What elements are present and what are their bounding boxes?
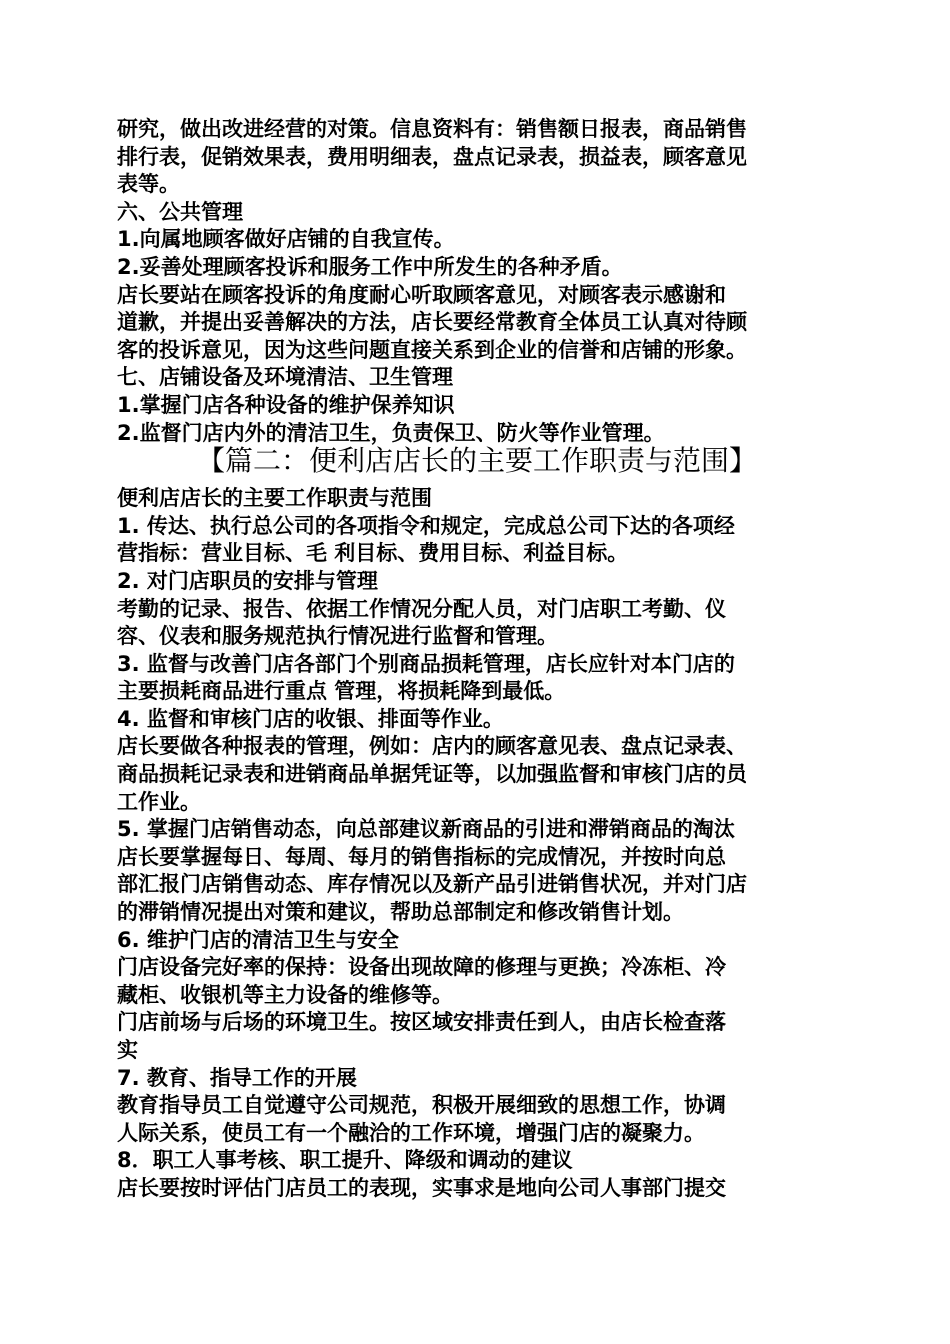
- text-line: 营指标：营业目标、毛 利目标、费用目标、利益目标。: [117, 541, 629, 566]
- text-line: 的滞销情况提出对策和建议，帮助总部制定和修改销售计划。: [117, 900, 684, 925]
- text-line: 1.掌握门店各种设备的维护保养知识: [117, 392, 455, 417]
- text-line: 排行表，促销效果表，费用明细表，盘点记录表，损益表，顾客意见: [117, 144, 747, 169]
- text-line: 店长要按时评估门店员工的表现，实事求是地向公司人事部门提交: [117, 1175, 726, 1200]
- text-line: 2.妥善处理顾客投诉和服务工作中所发生的各种矛盾。: [117, 254, 623, 279]
- text-line: 人际关系，使员工有一个融洽的工作环境，增强门店的凝聚力。: [117, 1120, 705, 1145]
- text-line: 部汇报门店销售动态、库存情况以及新产品引进销售状况，并对门店: [117, 872, 747, 897]
- section-one: [117, 116, 837, 447]
- section-title: 六、公共管理: [117, 199, 243, 224]
- text-line: 客的投诉意见，因为这些问题直接关系到企业的信誉和店铺的形象。: [117, 337, 747, 362]
- text-line: 研究，做出改进经营的对策。信息资料有：销售额日报表，商品销售: [117, 117, 747, 141]
- text-line: 表等。: [117, 172, 180, 197]
- text-line: 工作业。: [117, 789, 201, 814]
- text-line: 店长要做各种报表的管理，例如：店内的顾客意见表、盘点记录表、: [117, 734, 747, 759]
- text-line: 1.向属地顾客做好店铺的自我宣传。: [117, 227, 455, 252]
- text-line: 考勤的记录、报告、依据工作情况分配人员，对门店职工考勤、仪: [117, 596, 726, 621]
- text-line: 2.监督门店内外的清洁卫生，负责保卫、防火等作业管理。: [117, 420, 665, 445]
- text-line: 主要损耗商品进行重点 管理，将损耗降到最低。: [117, 679, 566, 704]
- chapter-heading: 【篇二：便利店店长的主要工作职责与范围】: [196, 444, 757, 478]
- text-line: 5. 掌握门店销售动态，向总部建议新商品的引进和滞销商品的淘汰: [117, 817, 735, 842]
- section-title: 七、店铺设备及环境清洁、卫生管理: [117, 365, 453, 390]
- text-line: 4. 监督和审核门店的收银、排面等作业。: [117, 706, 504, 731]
- text-line: 1. 传达、执行总公司的各项指令和规定，完成总公司下达的各项经: [117, 513, 735, 538]
- text-line: 3. 监督与改善门店各部门个别商品损耗管理，店长应针对本门店的: [117, 651, 735, 676]
- text-line: 藏柜、收银机等主力设备的维修等。: [117, 982, 453, 1007]
- text-line: 7. 教育、指导工作的开展: [117, 1065, 357, 1090]
- text-line: 容、仪表和服务规范执行情况进行监督和管理。: [117, 624, 558, 649]
- text-line: 门店前场与后场的环境卫生。按区域安排责任到人，由店长检查落: [117, 1010, 726, 1035]
- text-line: 实: [117, 1038, 138, 1062]
- text-line: 8．职工人事考核、职工提升、降级和调动的建议: [117, 1148, 573, 1173]
- document-body: [117, 116, 837, 1203]
- section-two: [117, 485, 837, 1202]
- text-line: 道歉，并提出妥善解决的方法，店长要经常教育全体员工认真对待顾: [117, 310, 747, 335]
- text-line: 商品损耗记录表和进销商品单据凭证等，以加强监督和审核门店的员: [117, 762, 747, 787]
- text-line: 6. 维护门店的清洁卫生与安全: [117, 927, 399, 952]
- text-line: 店长要站在顾客投诉的角度耐心听取顾客意见，对顾客表示感谢和: [117, 282, 726, 307]
- section-title: 便利店店长的主要工作职责与范围: [117, 486, 432, 511]
- text-line: 门店设备完好率的保持：设备出现故障的修理与更换；冷冻柜、冷: [117, 955, 726, 980]
- text-line: 店长要掌握每日、每周、每月的销售指标的完成情况，并按时向总: [117, 844, 726, 869]
- text-line: 教育指导员工自觉遵守公司规范，积极开展细致的思想工作，协调: [117, 1093, 726, 1118]
- text-line: 2. 对门店职员的安排与管理: [117, 568, 378, 593]
